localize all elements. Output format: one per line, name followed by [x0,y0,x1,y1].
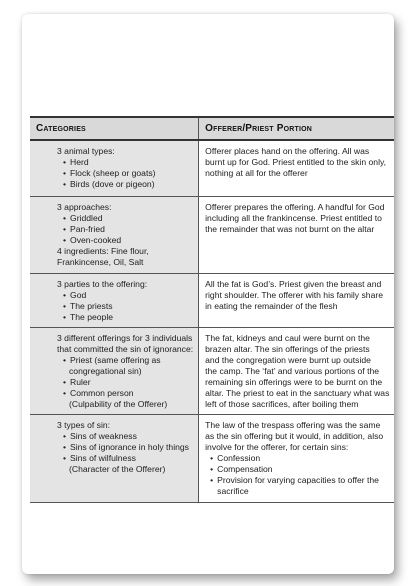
table-row [30,140,394,196]
text-line: burnt up for God. Priest entitled to the skin only, [205,157,387,167]
text-line: in eating the remainder of the flesh [205,300,338,311]
bullet-item: • Sins of wilfulness [57,453,193,464]
portion-cell [199,273,395,327]
text-line: the camp. The ‘fat’ and various portions of the [205,365,380,376]
bullet-item: • Birds (dove or pigeon) [57,179,193,190]
text-line: involve for the offerer, for certain sins: [205,441,349,452]
bullet-item: • The priests [57,301,193,312]
bullet-item: • Pan-fried [57,224,193,235]
bullet-item: • Compensation [205,464,389,475]
bullet-item: • Sins of ignorance in holy things [57,442,193,453]
bullet-item: • Common person [57,388,193,399]
header-categories: Categories [30,117,199,140]
table-row [30,414,394,502]
text-line: 4 ingredients: Fine flour, [57,245,149,256]
bullet-item: • The people [57,312,193,323]
text-line: 3 approaches: [57,201,112,212]
text-line-indent: sacrifice [217,485,249,496]
portion-cell [199,140,395,196]
table-row [30,327,394,414]
portion-cell [199,414,395,502]
text-line: remaining sin offerings were to be burnt on the [205,376,383,387]
text-line: 3 different offerings for 3 individuals [57,332,193,343]
text-line: including all the frankincense. Priest entitled to [205,212,382,223]
bullet-item: • Flock (sheep or goats) [57,168,193,179]
text-line: Frankincense, Oil, Salt [57,256,144,267]
text-line: the remainder that was not burnt on the altar [205,223,375,234]
text-line: All the fat is God’s. Priest given the breast and [205,278,382,289]
text-line: brazen altar. The sin offerings of the priests [205,343,370,354]
category-cell [30,196,199,273]
bullet-item: • Confession [205,453,389,464]
text-line: 3 animal types: [57,146,115,156]
text-line-indent: (Character of the Offerer) [69,463,166,474]
text-line: as the sin offering but it would, in addition, also [205,430,384,441]
text-line: and the congregation were burnt up outside [205,354,371,365]
text-line: Offerer places hand on the offering. All was [205,146,370,156]
offerings-table [30,116,394,503]
text-line: left of those sacrifices, after boiling them [205,398,359,409]
bullet-item: • Ruler [57,377,193,388]
table-row [30,273,394,327]
category-cell [30,327,199,414]
header-offerer-priest-portion: Offerer/Priest Portion [199,117,395,140]
text-line: right shoulder. The offerer with his family share [205,289,383,300]
text-line: altar. The priest to eat in the sanctuary what was [205,387,390,398]
text-line: The law of the trespass offering was the same [205,419,381,430]
bullet-item: • Griddled [57,213,193,224]
table-row [30,196,394,273]
bullet-item: • Sins of weakness [57,431,193,442]
text-line: 3 types of sin: [57,419,111,430]
bullet-item: • God [57,290,193,301]
text-line: that committed the sin of ignorance: [57,343,194,354]
text-line: The fat, kidneys and caul were burnt on the [205,332,370,343]
text-line: Offerer prepares the offering. A handful for God [205,201,385,212]
table-body [30,140,394,502]
category-cell [30,414,199,502]
bullet-item: • Herd [57,157,193,168]
bullet-item: • Oven-cooked [57,235,193,246]
text-line: 3 parties to the offering: [57,278,148,289]
text-line: nothing at all for the offerer [205,168,308,178]
text-line-indent: congregational sin) [69,365,142,376]
text-line-indent: (Culpability of the Offerer) [69,398,168,409]
portion-cell [199,327,395,414]
portion-cell [199,196,395,273]
category-cell [30,273,199,327]
bullet-item: • Provision for varying capacities to offer the [205,475,389,486]
bullet-item: • Priest (same offering as [57,355,193,366]
category-cell [30,140,199,196]
table-header-row [30,117,394,140]
